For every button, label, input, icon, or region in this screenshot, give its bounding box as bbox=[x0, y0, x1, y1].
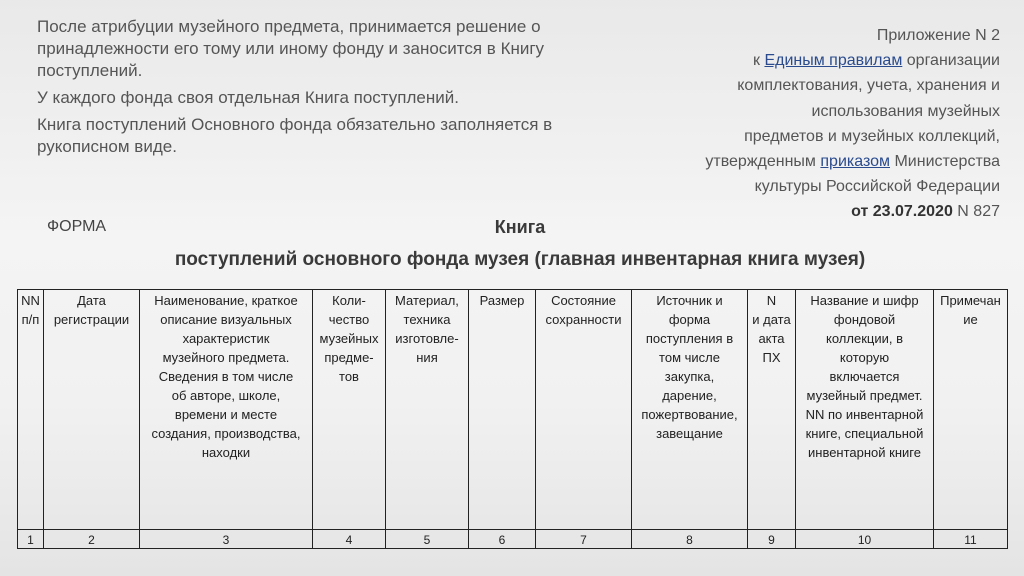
header-line: Коли- bbox=[332, 293, 366, 308]
column-number: 2 bbox=[44, 530, 140, 549]
header-line: изготовле- bbox=[395, 331, 459, 346]
header-cell bbox=[386, 290, 469, 530]
header-line: музейный предмет. bbox=[806, 388, 923, 403]
header-line: находки bbox=[201, 445, 251, 460]
appendix-date: от 23.07.2020 bbox=[851, 203, 953, 221]
header-line: фондовой bbox=[833, 312, 896, 327]
header-cell bbox=[796, 290, 934, 530]
header-cell bbox=[632, 290, 748, 530]
book-subtitle: поступлений основного фонда музея (главная инвентарная книга музея) bbox=[174, 249, 866, 270]
column-number: 3 bbox=[140, 530, 313, 549]
header-line: завещание bbox=[656, 426, 723, 441]
appendix-text: Министерства bbox=[894, 153, 1000, 171]
rules-link[interactable]: Единым правилам bbox=[764, 52, 903, 70]
header-line: Материал, bbox=[395, 293, 459, 308]
intro-text bbox=[37, 16, 557, 163]
header-line: об авторе, школе, bbox=[171, 388, 281, 403]
header-line: п/п bbox=[21, 312, 40, 327]
header-cell bbox=[536, 290, 632, 530]
header-line: коллекции, в bbox=[826, 331, 903, 346]
header-line: Примечан bbox=[940, 293, 1001, 308]
appendix-line bbox=[610, 149, 1000, 174]
header-line: тов bbox=[339, 369, 359, 384]
header-line: Дата bbox=[77, 293, 106, 308]
column-number: 4 bbox=[313, 530, 386, 549]
header-line: Размер bbox=[479, 293, 525, 308]
header-line: закупка, bbox=[664, 369, 715, 384]
header-line: предме- bbox=[324, 350, 374, 365]
header-line: Наименование, краткое bbox=[154, 293, 298, 308]
appendix-line: предметов и музейных коллекций, bbox=[744, 127, 1000, 145]
appendix-line bbox=[610, 48, 1000, 73]
form-label: ФОРМА bbox=[47, 218, 107, 235]
appendix-line: культуры Российской Федерации bbox=[754, 178, 1000, 196]
header-cell bbox=[469, 290, 536, 530]
header-line: Состояние bbox=[551, 293, 616, 308]
column-number: 5 bbox=[386, 530, 469, 549]
header-line: поступления в bbox=[645, 331, 734, 346]
column-number: 7 bbox=[536, 530, 632, 549]
column-number: 8 bbox=[632, 530, 748, 549]
header-line: том числе bbox=[659, 350, 720, 365]
column-number: 10 bbox=[796, 530, 934, 549]
header-line: чество bbox=[328, 312, 370, 327]
intro-paragraph: После атрибуции музейного предмета, принимается решение о принадлежности его тому или иному фонду и заносится в Книгу поступлений. bbox=[37, 17, 545, 80]
table-header-row bbox=[18, 290, 1008, 530]
header-line: форма bbox=[668, 312, 711, 327]
header-line: времени и месте bbox=[174, 407, 278, 422]
header-line: характеристик bbox=[182, 331, 270, 346]
header-cell bbox=[748, 290, 796, 530]
appendix-text: организации bbox=[906, 52, 1000, 70]
table-number-row bbox=[18, 530, 1008, 549]
header-cell bbox=[140, 290, 313, 530]
header-line: техника bbox=[403, 312, 451, 327]
header-cell bbox=[313, 290, 386, 530]
header-line: ПХ bbox=[762, 350, 781, 365]
header-line: инвентарной книге bbox=[808, 445, 921, 460]
header-line: музейного предмета. bbox=[162, 350, 290, 365]
order-link[interactable]: приказом bbox=[820, 153, 891, 171]
header-line: музейных bbox=[319, 331, 379, 346]
appendix-prefix: к bbox=[753, 52, 760, 70]
header-line: описание визуальных bbox=[160, 312, 292, 327]
header-cell bbox=[18, 290, 44, 530]
column-number: 11 bbox=[934, 530, 1008, 549]
header-line: создания, производства, bbox=[151, 426, 301, 441]
header-cell bbox=[934, 290, 1008, 530]
header-line: дарение, bbox=[662, 388, 717, 403]
appendix-text: утвержденным bbox=[705, 153, 816, 171]
appendix-line: использования музейных bbox=[811, 102, 1000, 120]
intro-paragraph: Книга поступлений Основного фонда обязательно заполняется в рукописном виде. bbox=[37, 115, 553, 156]
header-line: и дата bbox=[752, 312, 791, 327]
appendix-line: Приложение N 2 bbox=[876, 27, 1000, 44]
header-line: сохранности bbox=[545, 312, 622, 327]
header-line: Сведения в том числе bbox=[158, 369, 294, 384]
header-line: регистрации bbox=[53, 312, 130, 327]
column-number: 9 bbox=[748, 530, 796, 549]
book-title: Книга bbox=[494, 217, 546, 237]
header-line: акта bbox=[758, 331, 785, 346]
header-line: ния bbox=[416, 350, 438, 365]
header-line: ие bbox=[963, 312, 978, 327]
header-line: NN bbox=[21, 293, 40, 308]
header-line: NN по инвентарной bbox=[805, 407, 924, 422]
header-line: книге, специальной bbox=[805, 426, 924, 441]
intro-paragraph: У каждого фонда своя отдельная Книга поступлений. bbox=[37, 88, 459, 107]
appendix-block bbox=[610, 23, 1000, 225]
header-line: Название и шифр bbox=[810, 293, 919, 308]
inventory-table bbox=[17, 289, 1008, 549]
header-line: N bbox=[766, 293, 777, 308]
appendix-line: комплектования, учета, хранения и bbox=[737, 77, 1000, 95]
header-line: пожертвование, bbox=[641, 407, 738, 422]
column-number: 6 bbox=[469, 530, 536, 549]
column-number: 1 bbox=[18, 530, 44, 549]
header-line: Источник и bbox=[656, 293, 723, 308]
header-cell bbox=[44, 290, 140, 530]
header-line: которую bbox=[839, 350, 890, 365]
header-line: включается bbox=[829, 369, 900, 384]
appendix-number: N 827 bbox=[957, 203, 1000, 221]
